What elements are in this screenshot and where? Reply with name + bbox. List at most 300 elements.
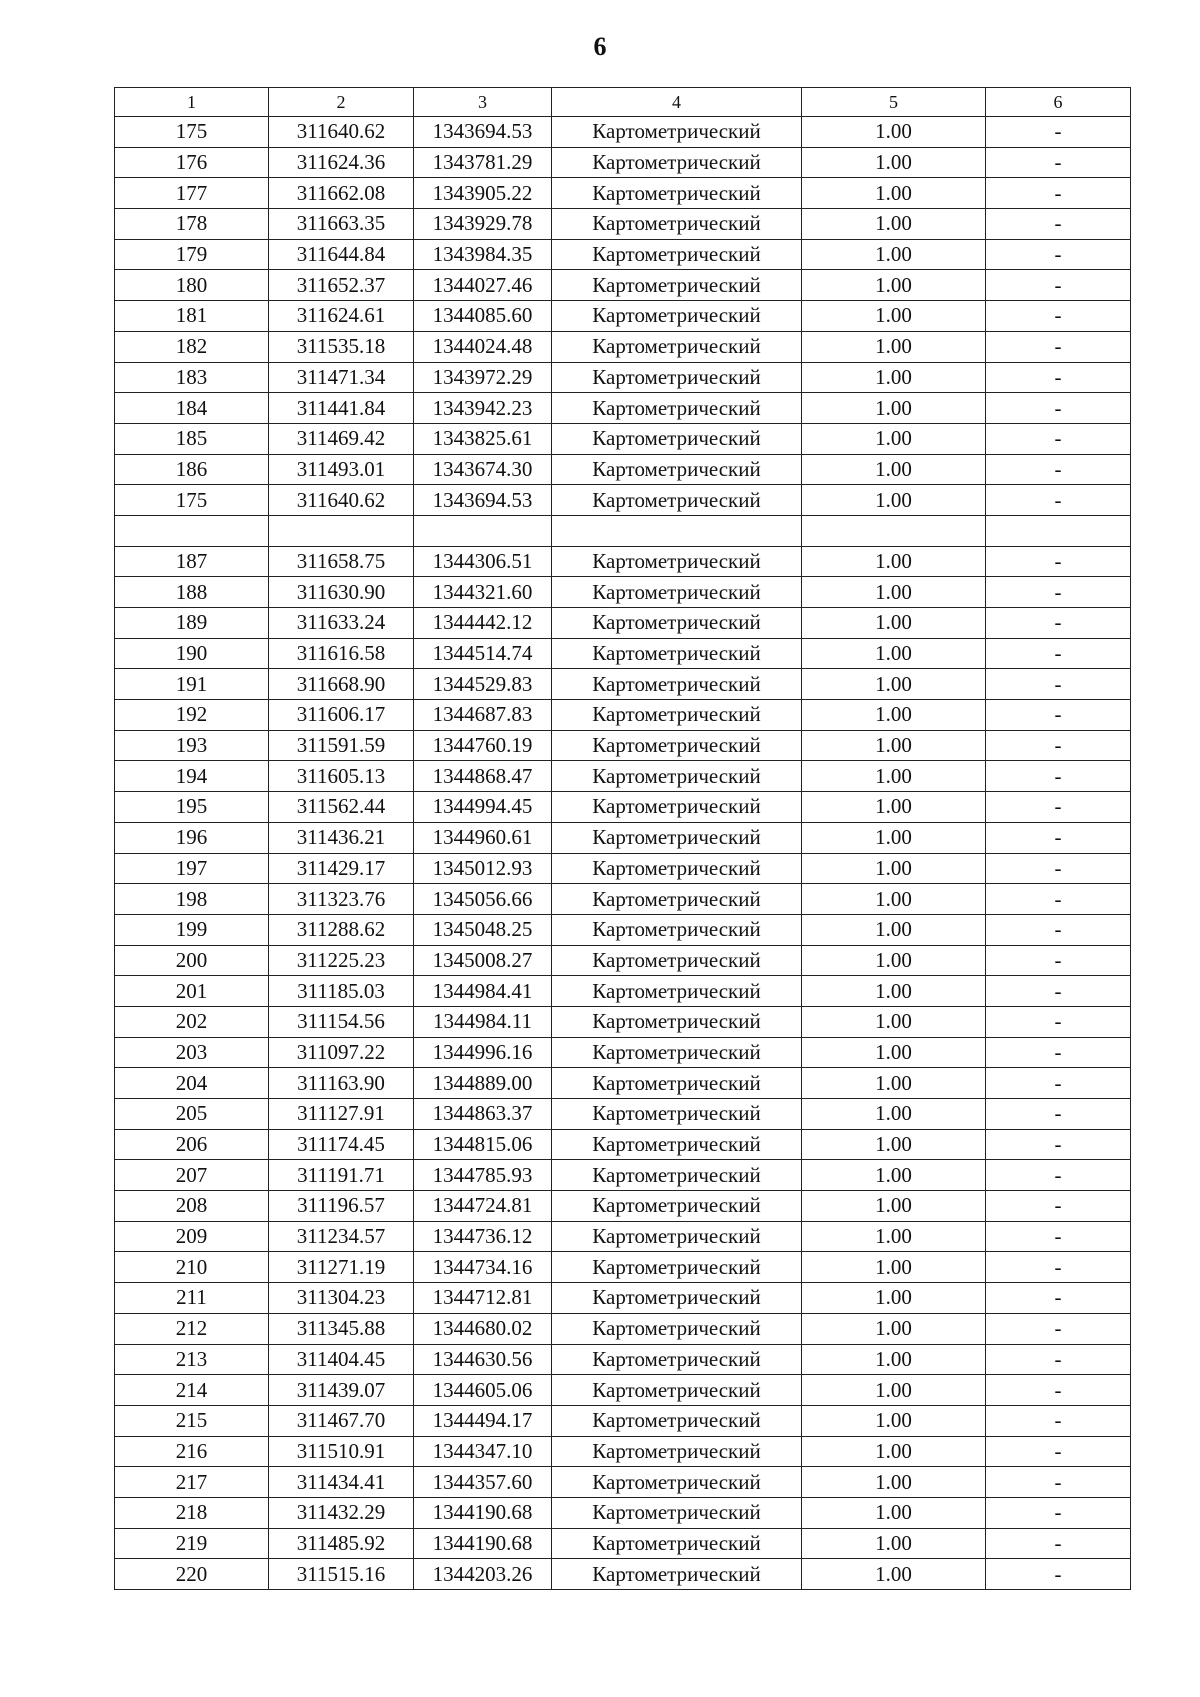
- method-cell: Картометрический: [552, 454, 802, 485]
- method-cell: Картометрический: [552, 1129, 802, 1160]
- note-cell: -: [986, 1344, 1131, 1375]
- point-number-cell: 210: [115, 1252, 269, 1283]
- point-number-cell: 218: [115, 1497, 269, 1528]
- table-body: [115, 117, 1131, 1590]
- point-number-cell: 185: [115, 423, 269, 454]
- x-coordinate-cell: 311663.35: [269, 209, 414, 240]
- note-cell: -: [986, 1497, 1131, 1528]
- note-cell: -: [986, 1559, 1131, 1590]
- table-row: [115, 853, 1131, 884]
- table-row: [115, 239, 1131, 270]
- column-header-6: 6: [986, 88, 1131, 117]
- method-cell: Картометрический: [552, 1006, 802, 1037]
- method-cell: Картометрический: [552, 1068, 802, 1099]
- y-coordinate-cell: 1344785.93: [414, 1160, 552, 1191]
- note-cell: -: [986, 178, 1131, 209]
- method-cell: Картометрический: [552, 1405, 802, 1436]
- x-coordinate-cell: 311630.90: [269, 577, 414, 608]
- method-cell: Картометрический: [552, 914, 802, 945]
- accuracy-cell: 1.00: [802, 1221, 986, 1252]
- point-number-cell: 199: [115, 914, 269, 945]
- x-coordinate-cell: 311154.56: [269, 1006, 414, 1037]
- x-coordinate-cell: 311304.23: [269, 1283, 414, 1314]
- x-coordinate-cell: 311644.84: [269, 239, 414, 270]
- point-number-cell: 212: [115, 1313, 269, 1344]
- method-cell: Картометрический: [552, 1313, 802, 1344]
- x-coordinate-cell: 311436.21: [269, 822, 414, 853]
- method-cell: Картометрический: [552, 945, 802, 976]
- method-cell: Картометрический: [552, 147, 802, 178]
- note-cell: -: [986, 1191, 1131, 1222]
- y-coordinate-cell: 1344357.60: [414, 1467, 552, 1498]
- x-coordinate-cell: 311662.08: [269, 178, 414, 209]
- y-coordinate-cell: 1344442.12: [414, 608, 552, 639]
- x-coordinate-cell: 311640.62: [269, 485, 414, 516]
- y-coordinate-cell: 1343984.35: [414, 239, 552, 270]
- y-coordinate-cell: 1345008.27: [414, 945, 552, 976]
- y-coordinate-cell: 1344868.47: [414, 761, 552, 792]
- note-cell: -: [986, 546, 1131, 577]
- accuracy-cell: 1.00: [802, 730, 986, 761]
- y-coordinate-cell: 1344889.00: [414, 1068, 552, 1099]
- table-row: [115, 914, 1131, 945]
- y-coordinate-cell: 1344712.81: [414, 1283, 552, 1314]
- y-coordinate-cell: 1343972.29: [414, 362, 552, 393]
- method-cell: Картометрический: [552, 761, 802, 792]
- y-coordinate-cell: 1343674.30: [414, 454, 552, 485]
- point-number-cell: 180: [115, 270, 269, 301]
- method-cell: Картометрический: [552, 1099, 802, 1130]
- note-cell: -: [986, 117, 1131, 148]
- accuracy-cell: 1.00: [802, 117, 986, 148]
- table-row: [115, 1068, 1131, 1099]
- table-row: [115, 1436, 1131, 1467]
- note-cell: -: [986, 976, 1131, 1007]
- table-row: [115, 1313, 1131, 1344]
- table-row: [115, 178, 1131, 209]
- method-cell: Картометрический: [552, 853, 802, 884]
- table-row: [115, 669, 1131, 700]
- point-number-cell: 219: [115, 1528, 269, 1559]
- x-coordinate-cell: 311271.19: [269, 1252, 414, 1283]
- point-number-cell: 211: [115, 1283, 269, 1314]
- point-number-cell: 207: [115, 1160, 269, 1191]
- column-header-3: 3: [414, 88, 552, 117]
- accuracy-cell: 1.00: [802, 423, 986, 454]
- note-cell: -: [986, 331, 1131, 362]
- accuracy-cell: 1.00: [802, 1344, 986, 1375]
- accuracy-cell: 1.00: [802, 761, 986, 792]
- method-cell: Картометрический: [552, 1037, 802, 1068]
- y-coordinate-cell: 1344960.61: [414, 822, 552, 853]
- note-cell: -: [986, 1436, 1131, 1467]
- y-coordinate-cell: 1344085.60: [414, 301, 552, 332]
- note-cell: -: [986, 209, 1131, 240]
- table-row: [115, 1467, 1131, 1498]
- point-number-cell: 179: [115, 239, 269, 270]
- accuracy-cell: [802, 515, 986, 546]
- method-cell: Картометрический: [552, 1160, 802, 1191]
- x-coordinate-cell: 311441.84: [269, 393, 414, 424]
- accuracy-cell: 1.00: [802, 1559, 986, 1590]
- method-cell: Картометрический: [552, 546, 802, 577]
- x-coordinate-cell: 311640.62: [269, 117, 414, 148]
- y-coordinate-cell: 1344321.60: [414, 577, 552, 608]
- column-header-2: 2: [269, 88, 414, 117]
- method-cell: Картометрический: [552, 577, 802, 608]
- method-cell: Картометрический: [552, 331, 802, 362]
- y-coordinate-cell: 1343825.61: [414, 423, 552, 454]
- x-coordinate-cell: 311234.57: [269, 1221, 414, 1252]
- table-row: [115, 362, 1131, 393]
- x-coordinate-cell: 311404.45: [269, 1344, 414, 1375]
- page-number: 6: [593, 32, 607, 61]
- x-coordinate-cell: 311616.58: [269, 638, 414, 669]
- table-row: [115, 393, 1131, 424]
- accuracy-cell: 1.00: [802, 301, 986, 332]
- x-coordinate-cell: 311510.91: [269, 1436, 414, 1467]
- y-coordinate-cell: 1344994.45: [414, 792, 552, 823]
- method-cell: Картометрический: [552, 270, 802, 301]
- method-cell: Картометрический: [552, 608, 802, 639]
- point-number-cell: 194: [115, 761, 269, 792]
- x-coordinate-cell: 311196.57: [269, 1191, 414, 1222]
- table-row: [115, 1375, 1131, 1406]
- point-number-cell: 191: [115, 669, 269, 700]
- x-coordinate-cell: 311185.03: [269, 976, 414, 1007]
- y-coordinate-cell: 1344736.12: [414, 1221, 552, 1252]
- note-cell: -: [986, 1068, 1131, 1099]
- table-row: [115, 1006, 1131, 1037]
- point-number-cell: 183: [115, 362, 269, 393]
- point-number-cell: 215: [115, 1405, 269, 1436]
- point-number-cell: 175: [115, 117, 269, 148]
- point-number-cell: 203: [115, 1037, 269, 1068]
- x-coordinate-cell: 311471.34: [269, 362, 414, 393]
- accuracy-cell: 1.00: [802, 270, 986, 301]
- table-row: [115, 1283, 1131, 1314]
- table-row: [115, 270, 1131, 301]
- method-cell: [552, 515, 802, 546]
- point-number-cell: 184: [115, 393, 269, 424]
- accuracy-cell: 1.00: [802, 700, 986, 731]
- accuracy-cell: 1.00: [802, 1099, 986, 1130]
- point-number-cell: 205: [115, 1099, 269, 1130]
- point-number-cell: [115, 515, 269, 546]
- point-number-cell: 188: [115, 577, 269, 608]
- note-cell: -: [986, 239, 1131, 270]
- method-cell: Картометрический: [552, 669, 802, 700]
- table-row: [115, 1160, 1131, 1191]
- accuracy-cell: 1.00: [802, 1252, 986, 1283]
- point-number-cell: 206: [115, 1129, 269, 1160]
- note-cell: -: [986, 945, 1131, 976]
- note-cell: -: [986, 1405, 1131, 1436]
- table-row: [115, 792, 1131, 823]
- method-cell: Картометрический: [552, 976, 802, 1007]
- x-coordinate-cell: 311652.37: [269, 270, 414, 301]
- method-cell: Картометрический: [552, 239, 802, 270]
- y-coordinate-cell: 1344190.68: [414, 1528, 552, 1559]
- x-coordinate-cell: 311606.17: [269, 700, 414, 731]
- column-header-5: 5: [802, 88, 986, 117]
- note-cell: -: [986, 1129, 1131, 1160]
- method-cell: Картометрический: [552, 1528, 802, 1559]
- method-cell: Картометрический: [552, 792, 802, 823]
- table-row: [115, 1405, 1131, 1436]
- y-coordinate-cell: 1344347.10: [414, 1436, 552, 1467]
- note-cell: -: [986, 638, 1131, 669]
- y-coordinate-cell: 1343694.53: [414, 485, 552, 516]
- note-cell: -: [986, 884, 1131, 915]
- note-cell: -: [986, 362, 1131, 393]
- point-number-cell: 192: [115, 700, 269, 731]
- accuracy-cell: 1.00: [802, 669, 986, 700]
- note-cell: -: [986, 608, 1131, 639]
- y-coordinate-cell: 1344494.17: [414, 1405, 552, 1436]
- point-number-cell: 178: [115, 209, 269, 240]
- table-row: [115, 1497, 1131, 1528]
- table-row: [115, 1559, 1131, 1590]
- column-header-1: 1: [115, 88, 269, 117]
- y-coordinate-cell: 1344996.16: [414, 1037, 552, 1068]
- x-coordinate-cell: 311591.59: [269, 730, 414, 761]
- x-coordinate-cell: 311434.41: [269, 1467, 414, 1498]
- y-coordinate-cell: 1344760.19: [414, 730, 552, 761]
- x-coordinate-cell: 311633.24: [269, 608, 414, 639]
- method-cell: Картометрический: [552, 423, 802, 454]
- accuracy-cell: 1.00: [802, 454, 986, 485]
- method-cell: Картометрический: [552, 1221, 802, 1252]
- y-coordinate-cell: 1344815.06: [414, 1129, 552, 1160]
- x-coordinate-cell: 311658.75: [269, 546, 414, 577]
- method-cell: Картометрический: [552, 117, 802, 148]
- x-coordinate-cell: 311624.61: [269, 301, 414, 332]
- table-row: [115, 884, 1131, 915]
- x-coordinate-cell: 311535.18: [269, 331, 414, 362]
- accuracy-cell: 1.00: [802, 853, 986, 884]
- x-coordinate-cell: 311485.92: [269, 1528, 414, 1559]
- accuracy-cell: 1.00: [802, 1191, 986, 1222]
- accuracy-cell: 1.00: [802, 1405, 986, 1436]
- point-number-cell: 193: [115, 730, 269, 761]
- table-row: [115, 577, 1131, 608]
- table-row: [115, 761, 1131, 792]
- x-coordinate-cell: 311345.88: [269, 1313, 414, 1344]
- y-coordinate-cell: 1344680.02: [414, 1313, 552, 1344]
- note-cell: -: [986, 147, 1131, 178]
- accuracy-cell: 1.00: [802, 914, 986, 945]
- point-number-cell: 196: [115, 822, 269, 853]
- method-cell: Картометрический: [552, 1191, 802, 1222]
- x-coordinate-cell: 311439.07: [269, 1375, 414, 1406]
- method-cell: Картометрический: [552, 1375, 802, 1406]
- method-cell: Картометрический: [552, 700, 802, 731]
- note-cell: -: [986, 301, 1131, 332]
- y-coordinate-cell: 1344529.83: [414, 669, 552, 700]
- method-cell: Картометрический: [552, 1467, 802, 1498]
- y-coordinate-cell: [414, 515, 552, 546]
- table-row: [115, 608, 1131, 639]
- y-coordinate-cell: 1344687.83: [414, 700, 552, 731]
- table-row: [115, 1221, 1131, 1252]
- accuracy-cell: 1.00: [802, 1283, 986, 1314]
- x-coordinate-cell: 311493.01: [269, 454, 414, 485]
- point-number-cell: 182: [115, 331, 269, 362]
- table-row: [115, 700, 1131, 731]
- note-cell: -: [986, 1528, 1131, 1559]
- method-cell: Картометрический: [552, 1283, 802, 1314]
- note-cell: -: [986, 393, 1131, 424]
- accuracy-cell: 1.00: [802, 1068, 986, 1099]
- x-coordinate-cell: 311225.23: [269, 945, 414, 976]
- table-row: [115, 147, 1131, 178]
- x-coordinate-cell: 311469.42: [269, 423, 414, 454]
- method-cell: Картометрический: [552, 1252, 802, 1283]
- note-cell: -: [986, 454, 1131, 485]
- note-cell: -: [986, 1313, 1131, 1344]
- table-row: [115, 209, 1131, 240]
- x-coordinate-cell: 311191.71: [269, 1160, 414, 1191]
- method-cell: Картометрический: [552, 301, 802, 332]
- table-row: [115, 822, 1131, 853]
- point-number-cell: 209: [115, 1221, 269, 1252]
- x-coordinate-cell: 311432.29: [269, 1497, 414, 1528]
- x-coordinate-cell: 311624.36: [269, 147, 414, 178]
- x-coordinate-cell: 311668.90: [269, 669, 414, 700]
- accuracy-cell: 1.00: [802, 1375, 986, 1406]
- accuracy-cell: 1.00: [802, 1313, 986, 1344]
- method-cell: Картометрический: [552, 393, 802, 424]
- y-coordinate-cell: 1344984.11: [414, 1006, 552, 1037]
- point-number-cell: 189: [115, 608, 269, 639]
- y-coordinate-cell: 1344724.81: [414, 1191, 552, 1222]
- note-cell: -: [986, 1283, 1131, 1314]
- method-cell: Картометрический: [552, 822, 802, 853]
- note-cell: -: [986, 485, 1131, 516]
- note-cell: -: [986, 669, 1131, 700]
- table-row: [115, 1037, 1131, 1068]
- note-cell: -: [986, 700, 1131, 731]
- x-coordinate-cell: 311127.91: [269, 1099, 414, 1130]
- accuracy-cell: 1.00: [802, 608, 986, 639]
- coordinates-table: [114, 87, 1131, 1590]
- note-cell: -: [986, 761, 1131, 792]
- y-coordinate-cell: 1343694.53: [414, 117, 552, 148]
- point-number-cell: 220: [115, 1559, 269, 1590]
- note-cell: -: [986, 730, 1131, 761]
- point-number-cell: 175: [115, 485, 269, 516]
- note-cell: -: [986, 853, 1131, 884]
- table-row: [115, 945, 1131, 976]
- x-coordinate-cell: 311429.17: [269, 853, 414, 884]
- method-cell: Картометрический: [552, 730, 802, 761]
- point-number-cell: 216: [115, 1436, 269, 1467]
- point-number-cell: 197: [115, 853, 269, 884]
- y-coordinate-cell: 1345012.93: [414, 853, 552, 884]
- table-row: [115, 1129, 1131, 1160]
- accuracy-cell: 1.00: [802, 209, 986, 240]
- y-coordinate-cell: 1344514.74: [414, 638, 552, 669]
- table-row: [115, 454, 1131, 485]
- x-coordinate-cell: 311323.76: [269, 884, 414, 915]
- table-row: [115, 1528, 1131, 1559]
- y-coordinate-cell: 1344734.16: [414, 1252, 552, 1283]
- point-number-cell: 176: [115, 147, 269, 178]
- accuracy-cell: 1.00: [802, 1436, 986, 1467]
- point-number-cell: 198: [115, 884, 269, 915]
- table-row: [115, 423, 1131, 454]
- y-coordinate-cell: 1344027.46: [414, 270, 552, 301]
- accuracy-cell: 1.00: [802, 638, 986, 669]
- note-cell: -: [986, 1160, 1131, 1191]
- table-header-row: [115, 88, 1131, 117]
- accuracy-cell: 1.00: [802, 393, 986, 424]
- accuracy-cell: 1.00: [802, 546, 986, 577]
- accuracy-cell: 1.00: [802, 1129, 986, 1160]
- accuracy-cell: 1.00: [802, 577, 986, 608]
- y-coordinate-cell: 1344630.56: [414, 1344, 552, 1375]
- y-coordinate-cell: 1344306.51: [414, 546, 552, 577]
- point-number-cell: 202: [115, 1006, 269, 1037]
- point-number-cell: 204: [115, 1068, 269, 1099]
- accuracy-cell: 1.00: [802, 1467, 986, 1498]
- table-row: [115, 730, 1131, 761]
- y-coordinate-cell: 1344190.68: [414, 1497, 552, 1528]
- accuracy-cell: 1.00: [802, 147, 986, 178]
- x-coordinate-cell: 311288.62: [269, 914, 414, 945]
- y-coordinate-cell: 1343905.22: [414, 178, 552, 209]
- method-cell: Картометрический: [552, 209, 802, 240]
- column-header-4: 4: [552, 88, 802, 117]
- point-number-cell: 186: [115, 454, 269, 485]
- table-row: [115, 976, 1131, 1007]
- x-coordinate-cell: 311605.13: [269, 761, 414, 792]
- table-row: [115, 515, 1131, 546]
- accuracy-cell: 1.00: [802, 239, 986, 270]
- table-row: [115, 1099, 1131, 1130]
- accuracy-cell: 1.00: [802, 792, 986, 823]
- y-coordinate-cell: 1343929.78: [414, 209, 552, 240]
- y-coordinate-cell: 1344863.37: [414, 1099, 552, 1130]
- note-cell: -: [986, 1375, 1131, 1406]
- accuracy-cell: 1.00: [802, 1160, 986, 1191]
- point-number-cell: 200: [115, 945, 269, 976]
- y-coordinate-cell: 1345056.66: [414, 884, 552, 915]
- accuracy-cell: 1.00: [802, 822, 986, 853]
- note-cell: [986, 515, 1131, 546]
- point-number-cell: 201: [115, 976, 269, 1007]
- table-row: [115, 638, 1131, 669]
- x-coordinate-cell: 311562.44: [269, 792, 414, 823]
- accuracy-cell: 1.00: [802, 331, 986, 362]
- note-cell: -: [986, 822, 1131, 853]
- accuracy-cell: 1.00: [802, 178, 986, 209]
- note-cell: -: [986, 914, 1131, 945]
- method-cell: Картометрический: [552, 1497, 802, 1528]
- point-number-cell: 214: [115, 1375, 269, 1406]
- accuracy-cell: 1.00: [802, 362, 986, 393]
- point-number-cell: 195: [115, 792, 269, 823]
- note-cell: -: [986, 1099, 1131, 1130]
- note-cell: -: [986, 1006, 1131, 1037]
- method-cell: Картометрический: [552, 1559, 802, 1590]
- y-coordinate-cell: 1344984.41: [414, 976, 552, 1007]
- note-cell: -: [986, 1252, 1131, 1283]
- point-number-cell: 208: [115, 1191, 269, 1222]
- method-cell: Картометрический: [552, 1344, 802, 1375]
- note-cell: -: [986, 1221, 1131, 1252]
